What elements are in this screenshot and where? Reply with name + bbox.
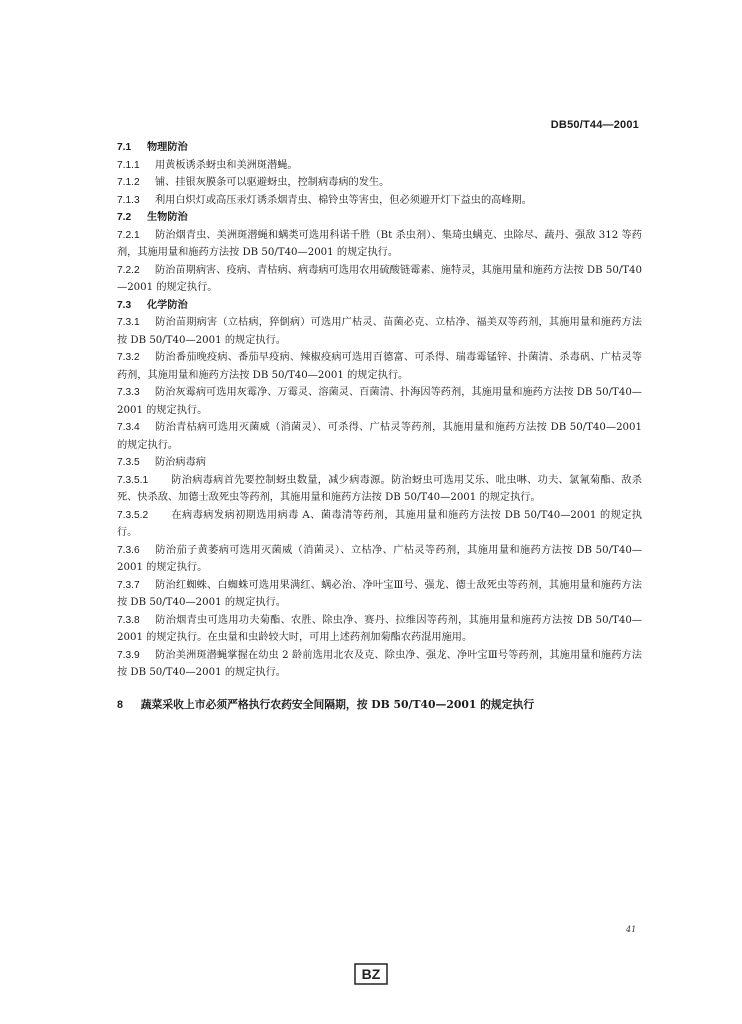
- clause-paragraph: [117, 314, 642, 349]
- section-heading: [117, 297, 642, 315]
- clause-text: 防治红蜘蛛、白蜘蛛可选用果满红、螨必治、净叶宝Ⅲ号、强龙、德士敌死虫等药剂，其施用量和施药方法按 DB 50/T40—2001 的规定执行。: [117, 579, 642, 608]
- clause-paragraph: [117, 542, 642, 577]
- clause-number: 7.3.4: [117, 422, 140, 433]
- clause-text: 在病毒病发病初期选用病毒 A、菌毒清等药剂，其施用量和施药方法按 DB 50/T40—2001 的规定执行。: [117, 509, 642, 538]
- section-heading: [117, 139, 642, 157]
- clause-paragraph: [117, 262, 642, 297]
- clause-paragraph: [117, 419, 642, 454]
- clause-paragraph: [117, 157, 642, 175]
- section-text: 蔬菜采收上市必须严格执行农药安全间隔期，按 DB 50/T40—2001 的规定执行: [140, 698, 535, 711]
- clause-text: 防治美洲斑潜蝇掌握在幼虫 2 龄前选用北农及克、除虫净、强龙、净叶宝Ⅲ号等药剂，其施用量和施药方法按 DB 50/T40—2001 的规定执行。: [117, 649, 642, 678]
- clause-number: 7.1.3: [117, 194, 140, 206]
- clause-text: 防治苗期病害、疫病、青枯病、病毒病可选用农用硫酸链霉素、施特灵，其施用量和施药方法按 DB 50/T40—2001 的规定执行。: [117, 264, 642, 293]
- clause-paragraph: [117, 472, 642, 507]
- clause-text: 用黄板诱杀蚜虫和美洲斑潜蝇。: [155, 159, 298, 171]
- clause-paragraph: [117, 647, 642, 682]
- clause-paragraph: [117, 577, 642, 612]
- clause-paragraph: [117, 174, 642, 192]
- clause-number: 7.3.3: [117, 387, 140, 398]
- clause-text: 防治病毒病: [155, 457, 206, 468]
- clause-paragraph: [117, 507, 642, 542]
- clause-text: 防治灰霉病可选用灰霉净、万霉灵、溶菌灵、百菌清、扑海因等药剂，其施用量和施药方法按 DB 50/T40—2001 的规定执行。: [117, 387, 642, 416]
- section-8: [117, 697, 657, 712]
- section-number: 8: [117, 699, 124, 711]
- clause-paragraph: [117, 384, 642, 419]
- clause-number: 7.2.2: [117, 264, 140, 276]
- clause-text: 生物防治: [147, 211, 188, 223]
- clause-number: 7.3.7: [117, 579, 140, 591]
- document-body: [117, 139, 642, 682]
- clause-text: 防治番茄晚疫病、番茄早疫病、辣椒疫病可选用百德富、可杀得、瑞毒霉锰锌、扑菌清、杀毒矾、广枯灵等药剂，其施用量和施药方法按 DB 50/T40—2001 的规定执行。: [117, 352, 642, 381]
- clause-text: 铺、挂银灰膜条可以驱避蚜虫，控制病毒病的发生。: [155, 177, 390, 188]
- clause-number: 7.3.1: [117, 317, 140, 328]
- clause-text: 物理防治: [147, 141, 188, 153]
- clause-number: 7.2: [117, 212, 132, 223]
- clause-number: 7.3.5.1: [117, 474, 149, 486]
- clause-text: 化学防治: [147, 298, 188, 311]
- bz-logo-icon: [354, 963, 388, 985]
- section-heading: [117, 209, 642, 227]
- clause-text: 防治苗期病害（立枯病，猝倒病）可选用广枯灵、苗菌必克、立枯净、福美双等药剂，其施用量和施药方法按 DB 50/T40—2001 的规定执行。: [117, 317, 642, 346]
- document-code: DB50/T44—2001: [550, 119, 639, 131]
- clause-number: 7.3.5.2: [117, 509, 149, 521]
- clause-paragraph: [117, 227, 642, 262]
- clause-number: 7.3: [117, 299, 132, 311]
- clause-number: 7.1.2: [117, 177, 140, 188]
- clause-paragraph: [117, 192, 642, 210]
- clause-paragraph: [117, 349, 642, 384]
- page-number: 41: [626, 925, 637, 934]
- clause-number: 7.2.1: [117, 229, 140, 241]
- clause-text: 利用白炽灯或高压汞灯诱杀烟青虫、棉铃虫等害虫，但必须避开灯下益虫的高峰期。: [155, 194, 532, 206]
- clause-text: 防治茄子黄萎病可选用灭菌威（消菌灵）、立枯净、广枯灵等药剂，其施用量和施药方法按 DB 50/T40—2001 的规定执行。: [117, 544, 642, 573]
- clause-number: 7.3.6: [117, 544, 140, 556]
- clause-text: 防治烟青虫可选用功夫菊酯、农胜、除虫净、赛丹、拉维因等药剂，其施用量和施药方法按 DB 50/T40—2001 的规定执行。在虫量和虫龄较大时，可用上述药剂加菊酯农药混用施用。: [117, 614, 642, 643]
- clause-paragraph: [117, 612, 642, 647]
- logo-text: BZ: [361, 966, 381, 982]
- clause-text: 防治烟青虫、美洲斑潜蝇和螨类可选用科诺千胜（Bt 杀虫剂）、集琦虫螨克、虫除尽、蔬丹、强敌 312 等药剂，其施用量和施药方法按 DB 50/T40—2001 的规定执行。: [117, 229, 642, 258]
- clause-paragraph: [117, 454, 642, 472]
- clause-text: 防治病毒病首先要控制蚜虫数量，减少病毒源。防治蚜虫可选用艾乐、吡虫啉、功夫、氯氰菊酯、敌杀死、快杀敌、加德士敌死虫等药剂，其施用量和施药方法按 DB 50/T40—2001 的规定执行。: [117, 474, 642, 503]
- clause-number: 7.3.5: [117, 457, 140, 468]
- clause-text: 防治青枯病可选用灭菌威（消菌灵）、可杀得、广枯灵等药剂，其施用量和施药方法按 DB 50/T40—2001 的规定执行。: [117, 422, 642, 451]
- clause-number: 7.1.1: [117, 159, 140, 171]
- clause-number: 7.3.8: [117, 614, 140, 626]
- clause-number: 7.3.9: [117, 649, 140, 661]
- clause-number: 7.3.2: [117, 352, 140, 363]
- clause-number: 7.1: [117, 142, 132, 153]
